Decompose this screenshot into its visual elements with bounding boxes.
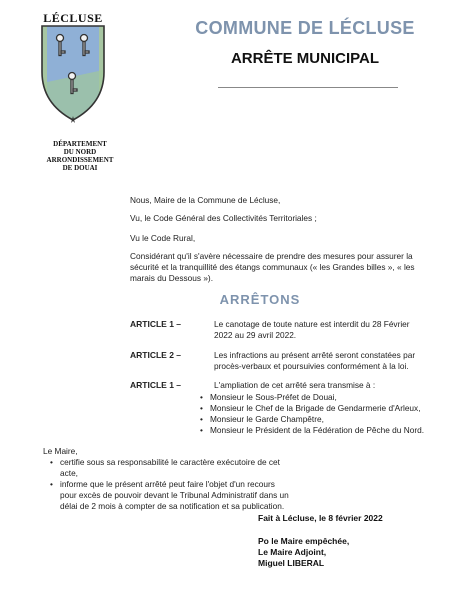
article-label: ARTICLE 2 –	[130, 350, 182, 360]
place-date: Fait à Lécluse, le 8 février 2022	[258, 513, 383, 523]
arretons-heading: ARRÊTONS	[219, 292, 301, 307]
mayor-note-list	[50, 457, 290, 512]
article-label: ARTICLE 1 –	[130, 380, 182, 390]
list-item: • Monsieur le Chef de la Brigade de Gendarmerie d'Arleux,	[200, 403, 440, 414]
article-label: ARTICLE 1 –	[130, 319, 182, 329]
considerant-text: Considérant qu'il s'avère nécessaire de prendre des mesures pour assurer la sécurité et la tranquillité des étangs communaux (« les Grandes billes », « les marais du Dessous »).	[130, 251, 415, 283]
article-text: L'ampliation de cet arrêté sera transmise à :	[214, 380, 376, 390]
signature-line: Po le Maire empêchée,	[258, 536, 350, 546]
intro-text: Nous, Maire de la Commune de Lécluse,	[130, 195, 281, 205]
title-divider	[218, 87, 398, 88]
list-item: • Monsieur le Sous-Préfet de Douai,	[200, 392, 440, 403]
mayor-note-heading: Le Maire,	[43, 446, 78, 456]
coat-of-arms-icon	[38, 24, 108, 124]
vu-code-rural: Vu le Code Rural,	[130, 233, 196, 243]
list-item: • Monsieur le Garde Champêtre,	[200, 414, 440, 425]
arrondissement-line: ARRONDISSEMENT	[46, 156, 114, 164]
list-item: • Monsieur le Président de la Fédération de Pêche du Nord.	[200, 425, 440, 436]
signature-line: Le Maire Adjoint,	[258, 547, 327, 557]
signatory-name: Miguel LIBERAL	[258, 558, 325, 568]
list-item: • certifie sous sa responsabilité le caractère exécutoire de cet acte,	[50, 457, 290, 479]
vu-code-collectivites: Vu, le Code Général des Collectivités Territoriales ;	[130, 213, 317, 223]
list-item: • informe que le présent arrêté peut faire l'objet d'un recours pour excès de pouvoir devant le Tribunal Administratif dans un délai de 2 mois à compter de sa notification et sa publication.	[50, 479, 290, 512]
recipient-list	[200, 392, 440, 436]
commune-title: COMMUNE DE LÉCLUSE	[195, 18, 415, 38]
department-line: DÉPARTEMENT	[53, 140, 107, 148]
article-text: Le canotage de toute nature est interdit du 28 Février 2022 au 29 avril 2022.	[214, 319, 410, 340]
arrondissement-line: DE DOUAI	[62, 164, 98, 172]
article-text: Les infractions au présent arrêté seront constatées par procès-verbaux et poursuivies conformément à la loi.	[214, 350, 416, 371]
department-line: DU NORD	[63, 148, 97, 156]
document-title: ARRÊTE MUNICIPAL	[230, 50, 380, 67]
crest-town-name: LÉCLUSE	[43, 11, 103, 25]
